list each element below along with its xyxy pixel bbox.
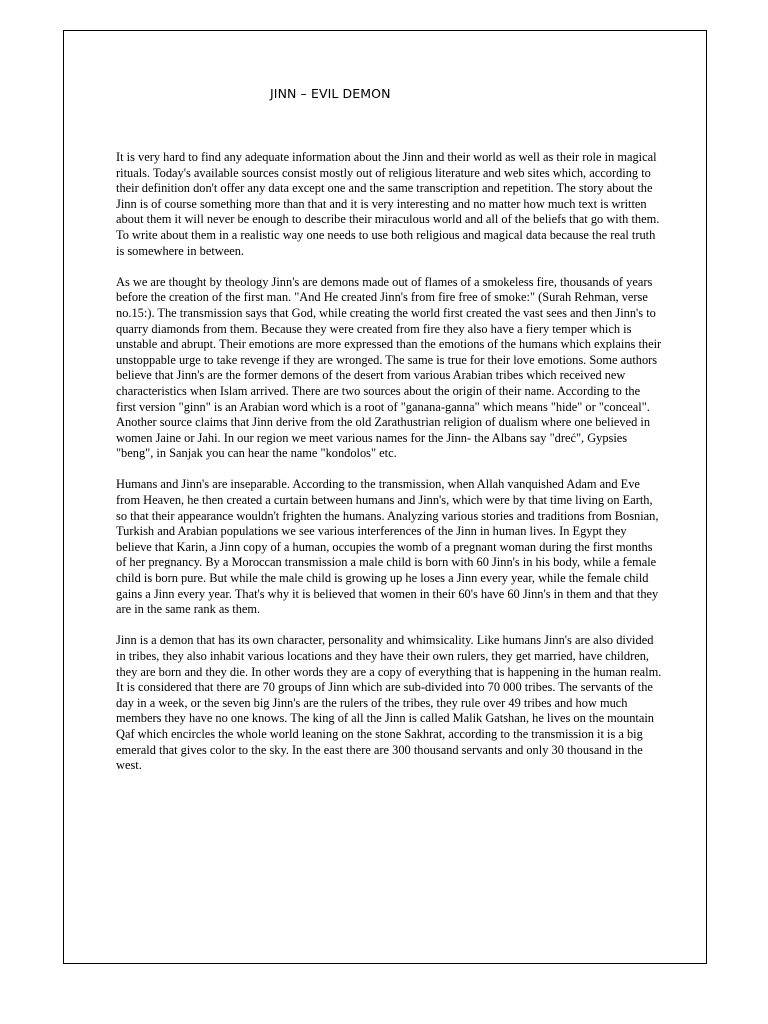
paragraph-1: It is very hard to find any adequate information about the Jinn and their world as well as their role in magical rituals. Today's available sources consist mostly out of religious literature and web sites which, according to their definition don't offer any data except one and the same transcription and repetition. The story about the Jinn is of course something more than that and it is very interesting and no matter how much text is written about them it will never be enough to describe their miraculous world and all of the beliefs that go with them. To write about them in a realistic way one needs to use both religious and magical data because the real truth is somewhere in between. — [116, 150, 660, 258]
paragraph-4: Jinn is a demon that has its own character, personality and whimsicality. Like humans Jinn's are also divided in tribes, they also inhabit various locations and they have their own rulers, they get married, have children, they are born and they die. In other words they are a copy of everything that is happening in the human realm. It is considered that there are 70 groups of Jinn which are sub-divided into 70 000 tribes. The servants of the day in a week, or the seven big Jinn's are the rulers of the tribes, they rule over 49 tribes and how much members they have no one knows. The king of all the Jinn is called Malik Gatshan, he lives on the mountain Qaf which encircles the whole world leaning on the stone Sakhrat, according to the transmission it is a big emerald that gives color to the sky. In the east there are 300 thousand servants and only 30 thousand in the west. — [116, 633, 662, 773]
page-title: JINN – EVIL DEMON — [270, 86, 391, 101]
document-body — [116, 150, 662, 789]
paragraph-3: Humans and Jinn's are inseparable. According to the transmission, when Allah vanquished Adam and Eve from Heaven, he then created a curtain between humans and Jinn's, which were by that time living on Earth, so that their appearance wouldn't frighten the humans. Analyzing various stories and traditions from Bosnian, Turkish and Arabian populations we see various interferences of the Jinn in human lives. In Egypt they believe that Karin, a Jinn copy of a human, occupies the womb of a pregnant woman during the first months of her pregnancy. By a Moroccan transmission a male child is born with 60 Jinn's in his body, while a female child is born pure. But while the male child is growing up he loses a Jinn every year, while the female child gains a Jinn every year. That's why it is believed that women in their 60's have 60 Jinn's in them and that they are in the same rank as them. — [116, 477, 659, 617]
paragraph-2: As we are thought by theology Jinn's are demons made out of flames of a smokeless fire, thousands of years before the creation of the first man. "And He created Jinn's from fire free of smoke:" (Surah Rehman, verse no.15:). The transmission says that God, while creating the world first created the vast sees and then Jinn's to quarry diamonds from them. Because they were created from fire they also have a fiery temper which is unstable and abrupt. Their emotions are more expressed than the emotions of the humans which explains their unstoppable urge to take revenge if they are wronged. The same is true for their love emotions. Some authors believe that Jinn's are the former demons of the desert from various Arabian tribes which received new characteristics when Islam arrived. There are two sources about the origin of their name. According to the first version "ginn" is an Arabian word which is a root of "ganana-ganna" which means "hide" or "conceal". Another source claims that Jinn derive from the old Zarathustrian religion of dualism where one believed in women Jaine or Jahi. In our region we meet various names for the Jinn- the Albans say "dreć", Gypsies "beng", in Sanjak you can hear the name "konđolos" etc. — [116, 274, 662, 461]
